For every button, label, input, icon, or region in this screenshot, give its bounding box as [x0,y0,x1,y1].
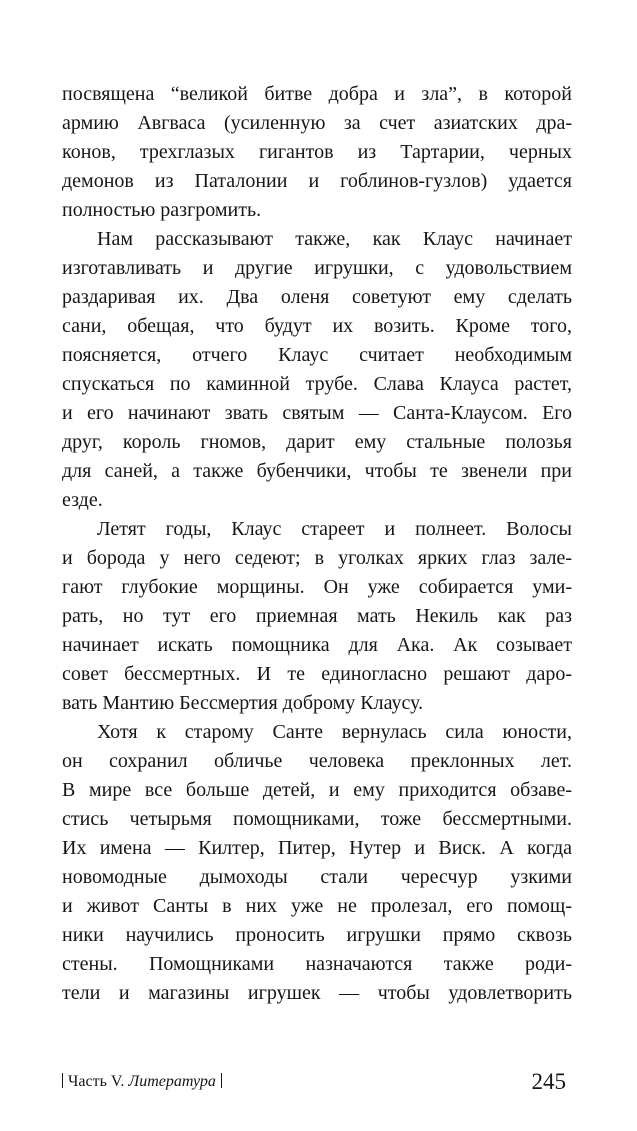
page-number: 245 [531,1069,566,1094]
text-line: ники научились проносить игрушки прямо сквозь [62,924,572,946]
page-footer [62,1068,572,1096]
paragraph [62,225,572,515]
paragraph [62,515,572,718]
text-line: демонов из Паталонии и гоблинов-гузлов) удается [62,170,572,192]
text-line: езде. [62,489,103,511]
part-label: Часть V. [68,1073,125,1090]
text-line: начинает искать помощника для Ака. Ак созывает [62,634,572,656]
text-line: армию Авгваса (усиленную за счет азиатских дра- [62,112,572,134]
text-line: В мире все больше детей, и ему приходится обзаве- [62,779,572,801]
paragraph [62,80,572,225]
paragraph [62,718,572,1008]
running-head [62,1072,222,1092]
text-line: новомодные дымоходы стали чересчур узкими [62,866,572,888]
text-line: стись четырьмя помощниками, тоже бессмертными. [62,808,572,830]
text-line: гают глубокие морщины. Он уже собирается уми- [62,576,572,598]
text-line: и его начинают звать святым — Санта-Клаусом. Его [62,402,572,424]
text-line: Летят годы, Клаус стареет и полнеет. Волосы [97,518,572,540]
text-line: поясняется, отчего Клаус считает необходимым [62,344,572,366]
text-line: совет бессмертных. И те единогласно решают даро- [62,663,572,685]
text-line: Их имена — Килтер, Питер, Нутер и Виск. А когда [62,837,572,859]
text-line: Нам рассказывают также, как Клаус начинает [97,228,572,250]
text-line: тели и магазины игрушек — чтобы удовлетворить [62,982,572,1004]
text-line: друг, король гномов, дарит ему стальные полозья [62,431,572,453]
text-line: для саней, а также бубенчики, чтобы те звенели при [62,460,572,482]
text-line: сани, обещая, что будут их возить. Кроме того, [62,315,572,337]
separator-bar [62,1073,63,1088]
text-line: и живот Санты в них уже не пролезал, его помощ- [62,895,572,917]
text-line: и борода у него седеют; в уголках ярких глаз зале- [62,547,572,569]
section-title: Литература [128,1073,216,1090]
text-line: вать Мантию Бессмертия доброму Клаусу. [62,692,424,714]
text-line: Хотя к старому Санте вернулась сила юности, [97,721,572,743]
text-line: полностью разгромить. [62,199,262,221]
text-line: он сохранил обличье человека преклонных лет. [62,750,572,772]
text-line: конов, трехглазых гигантов из Тартарии, черных [62,141,572,163]
separator-bar [221,1073,222,1088]
text-line: рать, но тут его приемная мать Некиль как раз [62,605,572,627]
text-line: стены. Помощниками назначаются также роди- [62,953,572,975]
body-text [62,80,572,1008]
text-line: спускаться по каминной трубе. Слава Клауса растет, [62,373,572,395]
text-line: изготавливать и другие игрушки, с удовольствием [62,257,572,279]
text-line: посвящена “великой битве добра и зла”, в которой [62,83,572,105]
text-line: раздаривая их. Два оленя советуют ему сделать [62,286,572,308]
